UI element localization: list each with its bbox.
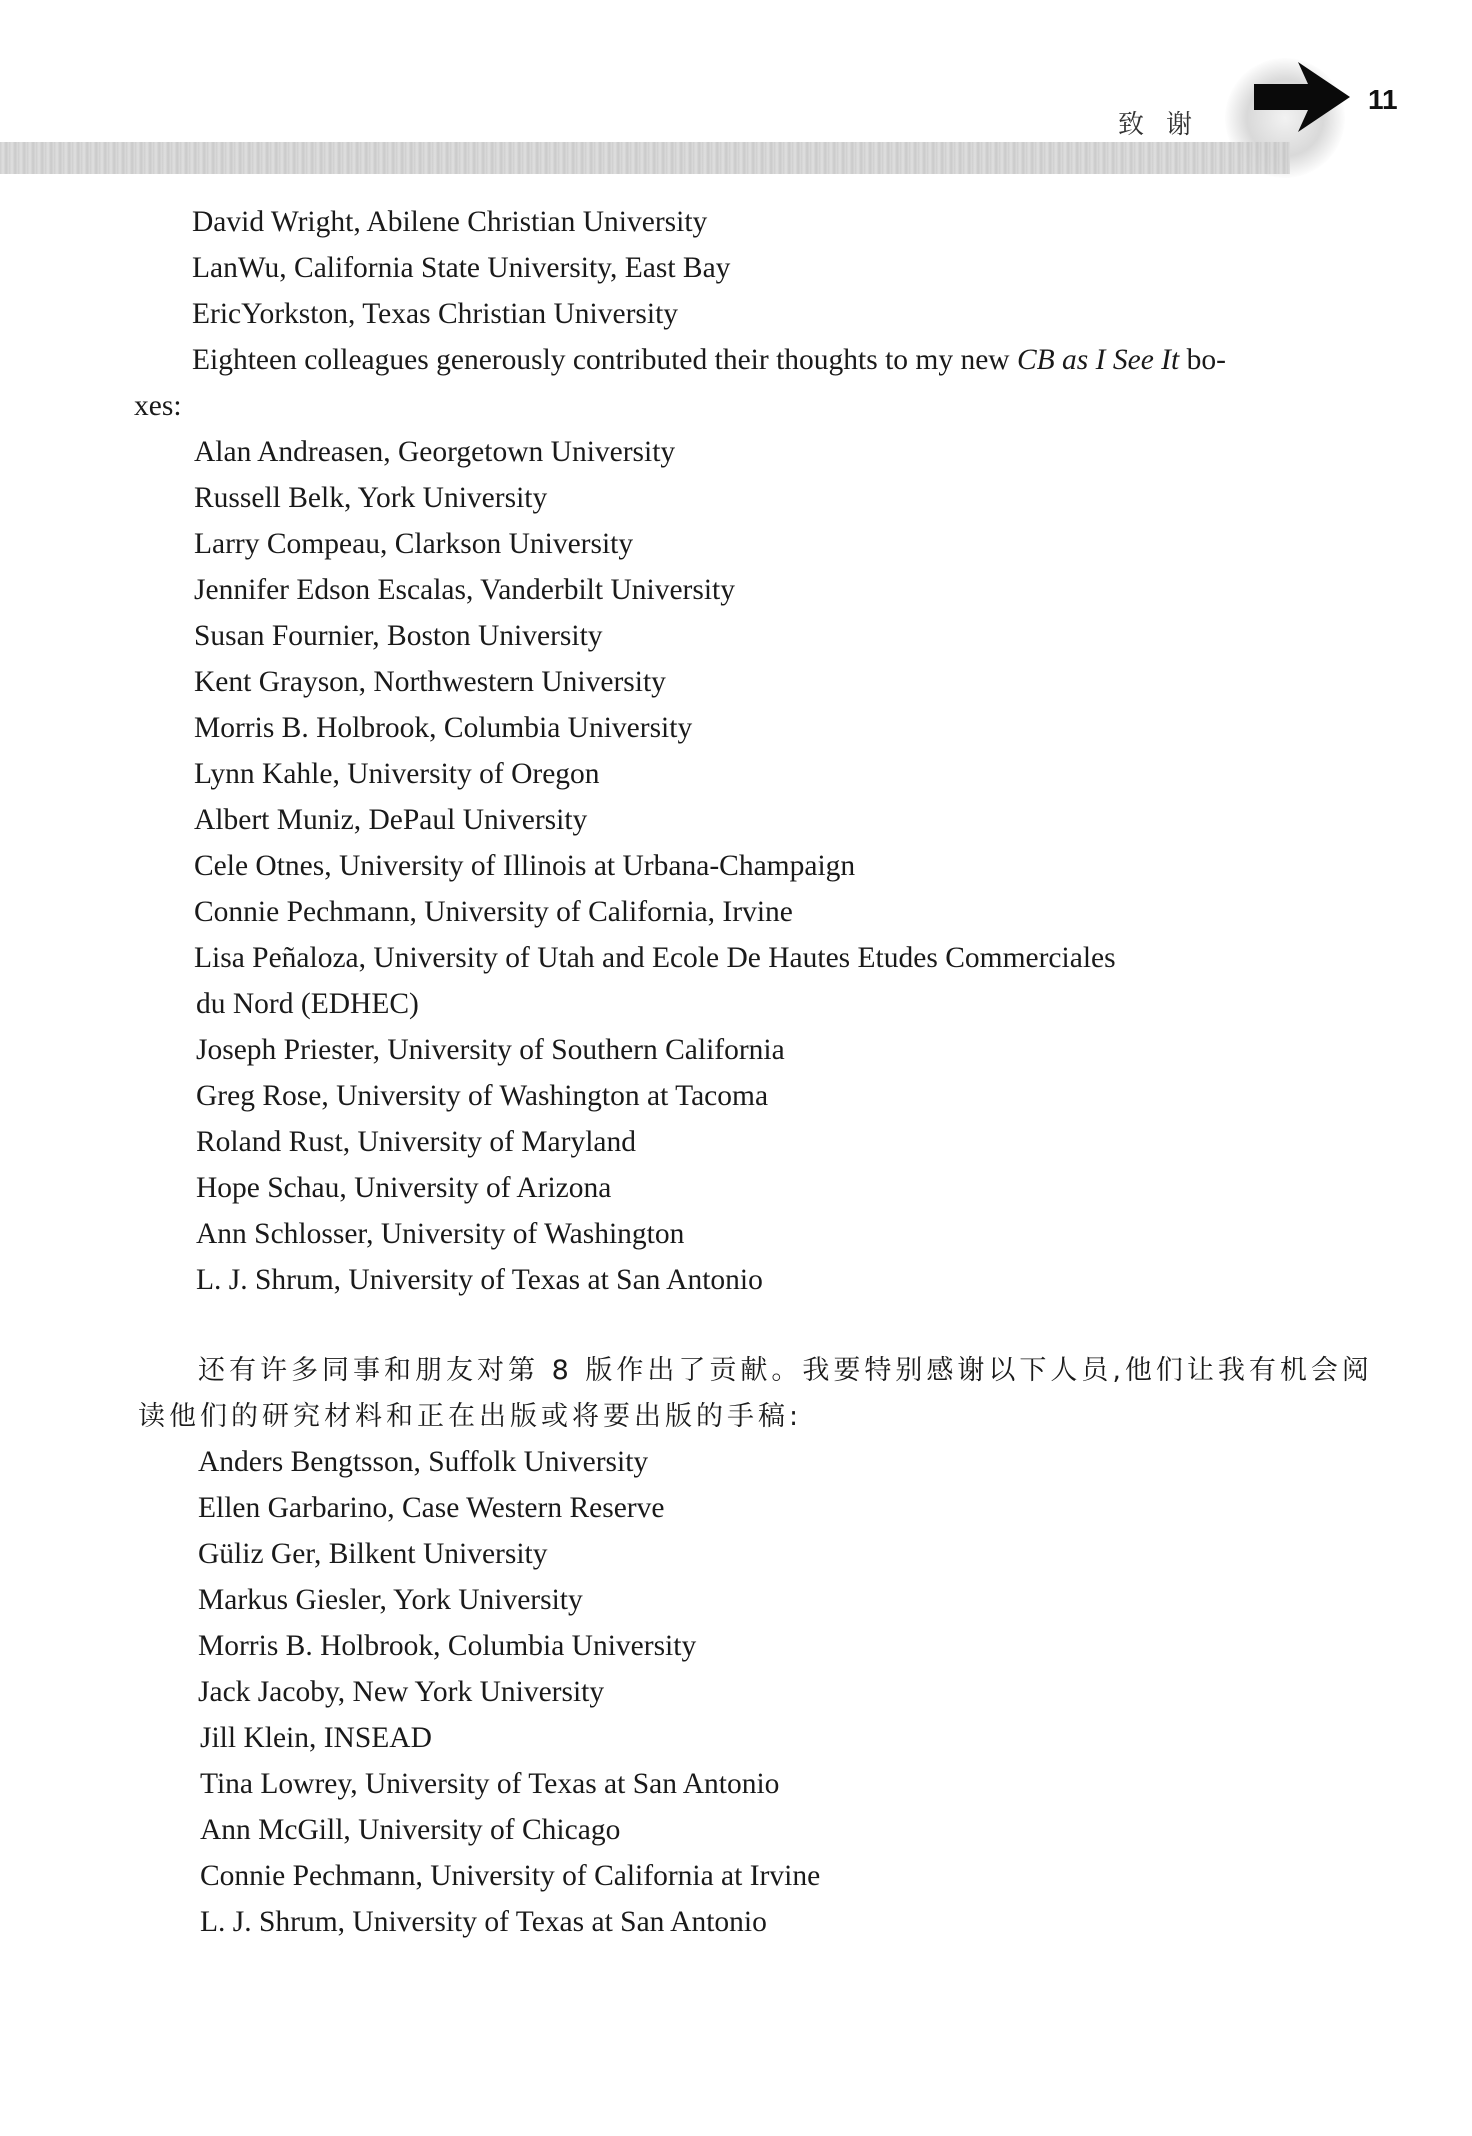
contributor-line: Lynn Kahle, University of Oregon	[194, 758, 600, 790]
contributor-line: Alan Andreasen, Georgetown University	[194, 436, 676, 468]
contributor-line: Roland Rust, University of Maryland	[196, 1126, 636, 1158]
contributor-line: Hope Schau, University of Arizona	[196, 1172, 612, 1204]
manuscript-contributor-line: L. J. Shrum, University of Texas at San Antonio	[200, 1906, 767, 1938]
contributor-line: Jennifer Edson Escalas, Vanderbilt University	[194, 574, 735, 606]
contributor-line: Susan Fournier, Boston University	[194, 620, 603, 652]
contributor-line: Lisa Peñaloza, University of Utah and Ecole De Hautes Etudes Commerciales	[194, 942, 1116, 974]
feature-title: CB as I See It	[1016, 344, 1180, 376]
manuscript-contributor-line: Tina Lowrey, University of Texas at San Antonio	[200, 1768, 780, 1800]
manuscript-contributor-line: Güliz Ger, Bilkent University	[198, 1538, 548, 1570]
manuscript-contributor-line: Morris B. Holbrook, Columbia University	[198, 1630, 697, 1662]
zh-paragraph-line-2: 读他们的研究材料和正在出版或将要出版的手稿:	[138, 1401, 803, 1432]
contributor-line: Greg Rose, University of Washington at Tacoma	[196, 1080, 769, 1112]
contributor-line: du Nord (EDHEC)	[196, 988, 419, 1020]
contributor-line: Joseph Priester, University of Southern California	[196, 1034, 785, 1066]
contributor-line: Ann Schlosser, University of Washington	[196, 1218, 685, 1250]
manuscript-contributor-line: Ann McGill, University of Chicago	[200, 1814, 621, 1846]
cb-paragraph-line-2: xes:	[134, 390, 182, 422]
contributor-line: L. J. Shrum, University of Texas at San Antonio	[196, 1264, 763, 1296]
intro-name-line: David Wright, Abilene Christian University	[192, 206, 708, 238]
manuscript-contributor-line: Anders Bengtsson, Suffolk University	[198, 1446, 649, 1478]
arrow-right-icon	[1252, 58, 1352, 136]
manuscript-contributor-line: Connie Pechmann, University of California at Irvine	[200, 1860, 821, 1892]
zh-paragraph-line-1: 还有许多同事和朋友对第 8 版作出了贡献。我要特别感谢以下人员,他们让我有机会阅	[198, 1355, 1373, 1386]
contributor-line: Albert Muniz, DePaul University	[194, 804, 588, 836]
contributor-line: Cele Otnes, University of Illinois at Urbana-Champaign	[194, 850, 856, 882]
contributor-line: Russell Belk, York University	[194, 482, 548, 514]
cb-paragraph-line-1	[192, 346, 1226, 376]
header-band	[0, 142, 1290, 174]
page-number: 11	[1368, 84, 1398, 115]
manuscript-contributor-line: Markus Giesler, York University	[198, 1584, 583, 1616]
intro-name-line: LanWu, California State University, East Bay	[192, 252, 731, 284]
contributor-line: Larry Compeau, Clarkson University	[194, 528, 634, 560]
running-head: 致谢	[1118, 110, 1215, 140]
intro-name-line: EricYorkston, Texas Christian University	[192, 298, 679, 330]
manuscript-contributor-line: Ellen Garbarino, Case Western Reserve	[198, 1492, 665, 1524]
contributor-line: Morris B. Holbrook, Columbia University	[194, 712, 693, 744]
cb-paragraph-text: Eighteen colleagues generously contributed their thoughts to my new CB as I See It bo-	[192, 344, 1226, 376]
manuscript-contributor-line: Jack Jacoby, New York University	[198, 1676, 605, 1708]
manuscript-contributor-line: Jill Klein, INSEAD	[200, 1722, 432, 1754]
contributor-line: Kent Grayson, Northwestern University	[194, 666, 666, 698]
contributor-line: Connie Pechmann, University of California, Irvine	[194, 896, 793, 928]
